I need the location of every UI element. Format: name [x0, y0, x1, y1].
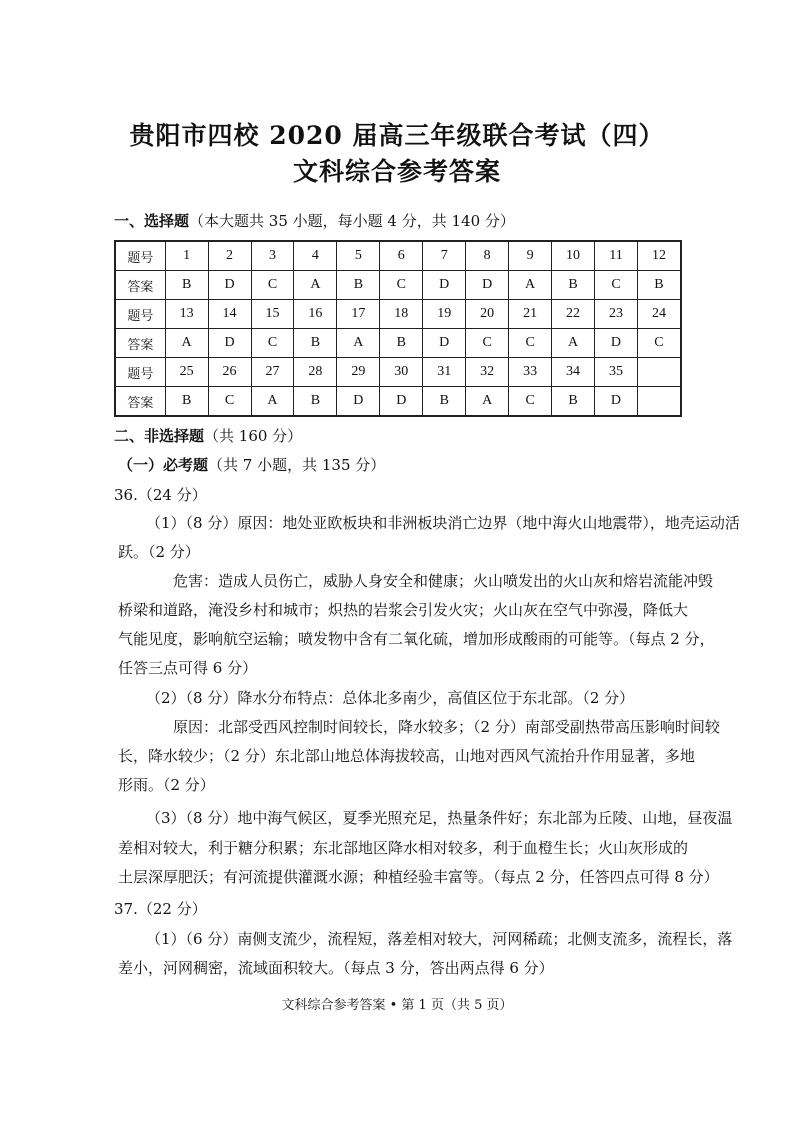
answer-cell: B — [552, 387, 595, 417]
answer-cell: C — [380, 271, 423, 300]
answer-cell: B — [165, 387, 208, 417]
row-label-question: 题号 — [115, 358, 165, 387]
answer-table — [114, 240, 682, 417]
question-number-cell: 34 — [552, 358, 595, 387]
answer-cell: D — [208, 329, 251, 358]
question-number-cell: 25 — [165, 358, 208, 387]
answer-cell: D — [595, 329, 638, 358]
question-number-cell — [637, 358, 681, 387]
q36-line-5: 气能见度，影响航空运输；喷发物中含有二氧化硫，增加形成酸雨的可能等。（每点 2 分， — [118, 630, 715, 648]
section2-heading: 二、非选择题 — [114, 427, 205, 445]
answer-cell: C — [251, 329, 294, 358]
answer-cell: C — [509, 329, 552, 358]
section2-heading-line — [114, 426, 302, 446]
answer-cell: B — [637, 271, 681, 300]
answer-cell: C — [509, 387, 552, 417]
row-label-answer: 答案 — [115, 329, 165, 358]
question-number-cell: 26 — [208, 358, 251, 387]
answer-cell: A — [251, 387, 294, 417]
question-number-cell: 28 — [294, 358, 337, 387]
question-number-cell: 23 — [595, 300, 638, 329]
question-number-cell: 15 — [251, 300, 294, 329]
subsection-note: （共 7 小题，共 135 分） — [208, 456, 386, 474]
answer-cell: D — [423, 271, 466, 300]
question-number-cell: 17 — [337, 300, 380, 329]
question-number-cell: 32 — [466, 358, 509, 387]
answer-cell: B — [423, 387, 466, 417]
question-number-cell: 21 — [509, 300, 552, 329]
question-number-cell: 16 — [294, 300, 337, 329]
answer-cell: A — [466, 387, 509, 417]
question-number-cell: 35 — [595, 358, 638, 387]
answer-cell: B — [165, 271, 208, 300]
answer-cell: D — [380, 387, 423, 417]
subsection-heading: （一）必考题 — [118, 456, 209, 474]
row-label-answer: 答案 — [115, 387, 165, 417]
question-number-row — [115, 241, 681, 271]
answer-row — [115, 329, 681, 358]
answer-cell: D — [466, 271, 509, 300]
answer-cell: A — [552, 329, 595, 358]
question-number-cell: 6 — [380, 241, 423, 271]
q37-line-2: 差小，河网稠密，流域面积较大。（每点 3 分，答出两点得 6 分） — [118, 959, 554, 977]
q36-line-12: 差相对较大，利于糖分积累；东北部地区降水相对较多，利于血橙生长；火山灰形成的 — [118, 839, 689, 857]
question-number-cell: 30 — [380, 358, 423, 387]
question-number-cell: 2 — [208, 241, 251, 271]
q37-label: 37.（22 分） — [114, 900, 207, 918]
answer-cell: C — [251, 271, 294, 300]
question-number-cell: 11 — [595, 241, 638, 271]
answer-cell: B — [294, 387, 337, 417]
answer-cell: D — [423, 329, 466, 358]
question-number-cell: 24 — [637, 300, 681, 329]
q36-line-4: 桥梁和道路，淹没乡村和城市；炽热的岩浆会引发火灾；火山灰在空气中弥漫，降低大 — [118, 601, 689, 619]
question-number-cell: 9 — [509, 241, 552, 271]
row-label-question: 题号 — [115, 241, 165, 271]
answer-cell: A — [509, 271, 552, 300]
answer-cell: B — [552, 271, 595, 300]
row-label-answer: 答案 — [115, 271, 165, 300]
q36-line-11: （3）（8 分）地中海气候区，夏季光照充足，热量条件好；东北部为丘陵、山地，昼夜温 — [146, 809, 733, 827]
answer-cell: C — [637, 329, 681, 358]
question-number-cell: 3 — [251, 241, 294, 271]
answer-cell: B — [337, 271, 380, 300]
answer-row — [115, 387, 681, 417]
question-number-cell: 33 — [509, 358, 552, 387]
answer-cell: B — [294, 329, 337, 358]
q36-label: 36.（24 分） — [114, 486, 207, 504]
answer-row — [115, 271, 681, 300]
question-number-cell: 14 — [208, 300, 251, 329]
answer-cell: D — [337, 387, 380, 417]
section1-heading: 一、选择题 — [114, 212, 190, 230]
question-number-cell: 5 — [337, 241, 380, 271]
q36-line-13: 土层深厚肥沃；有河流提供灌溉水源；种植经验丰富等。（每点 2 分，任答四点可得 8 分） — [118, 868, 719, 886]
page-subtitle: 文科综合参考答案 — [292, 157, 501, 186]
q36-line-2: 跃。（2 分） — [118, 543, 200, 561]
question-number-cell: 29 — [337, 358, 380, 387]
question-number-cell: 22 — [552, 300, 595, 329]
answer-cell: C — [595, 271, 638, 300]
question-number-cell: 7 — [423, 241, 466, 271]
q36-line-7: （2）（8 分）降水分布特点：总体北多南少，高值区位于东北部。（2 分） — [146, 689, 635, 707]
q36-line-9: 长，降水较少；（2 分）东北部山地总体海拔较高，山地对西风气流抬升作用显著，多地 — [118, 747, 695, 765]
question-number-cell: 18 — [380, 300, 423, 329]
q36-line-6: 任答三点可得 6 分） — [118, 659, 258, 677]
q36-line-8: 原因：北部受西风控制时间较长，降水较多；（2 分）南部受副热带高压影响时间较 — [173, 718, 720, 736]
row-label-question: 题号 — [115, 300, 165, 329]
section1-heading-line — [114, 211, 515, 231]
answer-cell: D — [595, 387, 638, 417]
page-title: 贵阳市四校 2020 届高三年级联合考试（四） — [129, 121, 665, 150]
question-number-cell: 12 — [637, 241, 681, 271]
section2-note: （共 160 分） — [204, 427, 303, 445]
question-number-row — [115, 358, 681, 387]
question-number-row — [115, 300, 681, 329]
answer-cell: A — [337, 329, 380, 358]
page-footer: 文科综合参考答案 • 第 1 页（共 5 页） — [281, 998, 513, 1013]
question-number-cell: 4 — [294, 241, 337, 271]
section1-note: （本大题共 35 小题，每小题 4 分，共 140 分） — [189, 212, 515, 230]
q37-line-1: （1）（6 分）南侧支流少，流程短，落差相对较大，河网稀疏；北侧支流多，流程长，落 — [146, 930, 733, 948]
q36-line-1: （1）（8 分）原因：地处亚欧板块和非洲板块消亡边界（地中海火山地震带），地壳运动活 — [146, 514, 740, 532]
question-number-cell: 13 — [165, 300, 208, 329]
subsection-heading-line — [118, 455, 385, 475]
question-number-cell: 1 — [165, 241, 208, 271]
answer-cell: D — [208, 271, 251, 300]
question-number-cell: 19 — [423, 300, 466, 329]
answer-cell: C — [208, 387, 251, 417]
answer-cell: A — [165, 329, 208, 358]
question-number-cell: 31 — [423, 358, 466, 387]
answer-cell: C — [466, 329, 509, 358]
question-number-cell: 10 — [552, 241, 595, 271]
q36-line-10: 形雨。（2 分） — [118, 776, 215, 794]
question-number-cell: 27 — [251, 358, 294, 387]
question-number-cell: 20 — [466, 300, 509, 329]
q36-line-3: 危害：造成人员伤亡，威胁人身安全和健康；火山喷发出的火山灰和熔岩流能冲毁 — [173, 572, 714, 590]
question-number-cell: 8 — [466, 241, 509, 271]
answer-cell — [637, 387, 681, 417]
answer-cell: A — [294, 271, 337, 300]
answer-cell: B — [380, 329, 423, 358]
